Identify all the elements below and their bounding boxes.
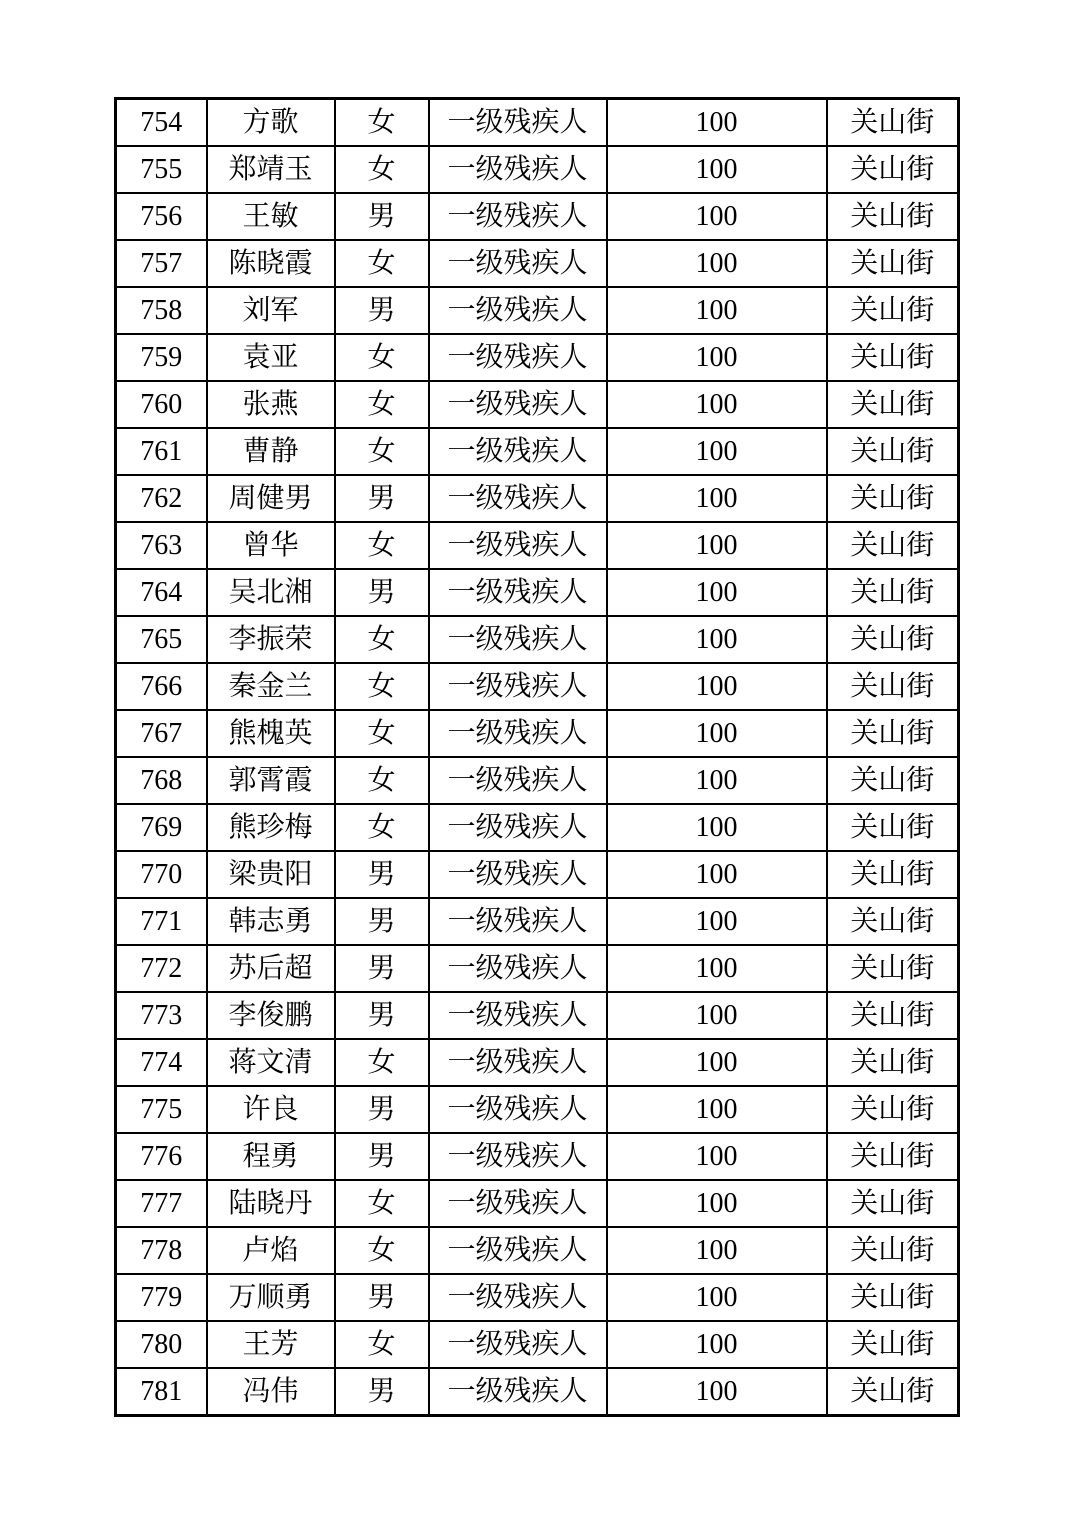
category-cell: 一级残疾人 bbox=[429, 1368, 607, 1416]
gender-cell: 女 bbox=[335, 616, 429, 663]
name-cell: 王敏 bbox=[207, 193, 335, 240]
amount-cell: 100 bbox=[607, 193, 827, 240]
street-cell: 关山街 bbox=[827, 663, 959, 710]
serial-number-cell: 766 bbox=[116, 663, 207, 710]
name-cell: 熊槐英 bbox=[207, 710, 335, 757]
serial-number-cell: 760 bbox=[116, 381, 207, 428]
street-cell: 关山街 bbox=[827, 710, 959, 757]
amount-cell: 100 bbox=[607, 757, 827, 804]
name-cell: 方歌 bbox=[207, 99, 335, 147]
gender-cell: 女 bbox=[335, 757, 429, 804]
gender-cell: 男 bbox=[335, 1368, 429, 1416]
table-row bbox=[116, 757, 959, 804]
table-row bbox=[116, 663, 959, 710]
table-row bbox=[116, 381, 959, 428]
category-cell: 一级残疾人 bbox=[429, 475, 607, 522]
category-cell: 一级残疾人 bbox=[429, 1227, 607, 1274]
street-cell: 关山街 bbox=[827, 1039, 959, 1086]
category-cell: 一级残疾人 bbox=[429, 804, 607, 851]
category-cell: 一级残疾人 bbox=[429, 992, 607, 1039]
serial-number-cell: 764 bbox=[116, 569, 207, 616]
amount-cell: 100 bbox=[607, 945, 827, 992]
name-cell: 蒋文清 bbox=[207, 1039, 335, 1086]
gender-cell: 女 bbox=[335, 381, 429, 428]
serial-number-cell: 756 bbox=[116, 193, 207, 240]
street-cell: 关山街 bbox=[827, 522, 959, 569]
amount-cell: 100 bbox=[607, 1086, 827, 1133]
table-row bbox=[116, 710, 959, 757]
category-cell: 一级残疾人 bbox=[429, 1180, 607, 1227]
name-cell: 陆晓丹 bbox=[207, 1180, 335, 1227]
serial-number-cell: 775 bbox=[116, 1086, 207, 1133]
category-cell: 一级残疾人 bbox=[429, 616, 607, 663]
gender-cell: 男 bbox=[335, 475, 429, 522]
street-cell: 关山街 bbox=[827, 1133, 959, 1180]
street-cell: 关山街 bbox=[827, 99, 959, 147]
name-cell: 苏后超 bbox=[207, 945, 335, 992]
name-cell: 吴北湘 bbox=[207, 569, 335, 616]
street-cell: 关山街 bbox=[827, 240, 959, 287]
name-cell: 程勇 bbox=[207, 1133, 335, 1180]
table-row bbox=[116, 475, 959, 522]
gender-cell: 女 bbox=[335, 334, 429, 381]
table-row bbox=[116, 428, 959, 475]
gender-cell: 女 bbox=[335, 804, 429, 851]
amount-cell: 100 bbox=[607, 1321, 827, 1368]
category-cell: 一级残疾人 bbox=[429, 1321, 607, 1368]
category-cell: 一级残疾人 bbox=[429, 334, 607, 381]
name-cell: 许良 bbox=[207, 1086, 335, 1133]
gender-cell: 男 bbox=[335, 1133, 429, 1180]
gender-cell: 男 bbox=[335, 569, 429, 616]
table-row bbox=[116, 1039, 959, 1086]
table-row bbox=[116, 193, 959, 240]
street-cell: 关山街 bbox=[827, 945, 959, 992]
gender-cell: 女 bbox=[335, 1180, 429, 1227]
category-cell: 一级残疾人 bbox=[429, 146, 607, 193]
table-row bbox=[116, 1180, 959, 1227]
amount-cell: 100 bbox=[607, 804, 827, 851]
category-cell: 一级残疾人 bbox=[429, 428, 607, 475]
name-cell: 秦金兰 bbox=[207, 663, 335, 710]
name-cell: 李振荣 bbox=[207, 616, 335, 663]
street-cell: 关山街 bbox=[827, 851, 959, 898]
amount-cell: 100 bbox=[607, 1274, 827, 1321]
name-cell: 熊珍梅 bbox=[207, 804, 335, 851]
street-cell: 关山街 bbox=[827, 898, 959, 945]
table-row bbox=[116, 1274, 959, 1321]
gender-cell: 男 bbox=[335, 193, 429, 240]
gender-cell: 男 bbox=[335, 898, 429, 945]
amount-cell: 100 bbox=[607, 146, 827, 193]
name-cell: 韩志勇 bbox=[207, 898, 335, 945]
category-cell: 一级残疾人 bbox=[429, 569, 607, 616]
serial-number-cell: 771 bbox=[116, 898, 207, 945]
table-row bbox=[116, 616, 959, 663]
amount-cell: 100 bbox=[607, 663, 827, 710]
amount-cell: 100 bbox=[607, 475, 827, 522]
street-cell: 关山街 bbox=[827, 616, 959, 663]
street-cell: 关山街 bbox=[827, 992, 959, 1039]
name-cell: 冯伟 bbox=[207, 1368, 335, 1416]
gender-cell: 女 bbox=[335, 710, 429, 757]
serial-number-cell: 770 bbox=[116, 851, 207, 898]
serial-number-cell: 781 bbox=[116, 1368, 207, 1416]
gender-cell: 男 bbox=[335, 945, 429, 992]
serial-number-cell: 777 bbox=[116, 1180, 207, 1227]
serial-number-cell: 769 bbox=[116, 804, 207, 851]
amount-cell: 100 bbox=[607, 1039, 827, 1086]
name-cell: 郭霄霞 bbox=[207, 757, 335, 804]
serial-number-cell: 780 bbox=[116, 1321, 207, 1368]
street-cell: 关山街 bbox=[827, 1368, 959, 1416]
street-cell: 关山街 bbox=[827, 1227, 959, 1274]
table-row bbox=[116, 99, 959, 147]
category-cell: 一级残疾人 bbox=[429, 1133, 607, 1180]
gender-cell: 女 bbox=[335, 663, 429, 710]
name-cell: 王芳 bbox=[207, 1321, 335, 1368]
serial-number-cell: 778 bbox=[116, 1227, 207, 1274]
serial-number-cell: 768 bbox=[116, 757, 207, 804]
street-cell: 关山街 bbox=[827, 569, 959, 616]
gender-cell: 男 bbox=[335, 851, 429, 898]
category-cell: 一级残疾人 bbox=[429, 381, 607, 428]
street-cell: 关山街 bbox=[827, 287, 959, 334]
street-cell: 关山街 bbox=[827, 146, 959, 193]
street-cell: 关山街 bbox=[827, 1274, 959, 1321]
street-cell: 关山街 bbox=[827, 428, 959, 475]
name-cell: 刘军 bbox=[207, 287, 335, 334]
street-cell: 关山街 bbox=[827, 1086, 959, 1133]
name-cell: 周健男 bbox=[207, 475, 335, 522]
category-cell: 一级残疾人 bbox=[429, 757, 607, 804]
name-cell: 袁亚 bbox=[207, 334, 335, 381]
table-row bbox=[116, 1133, 959, 1180]
serial-number-cell: 755 bbox=[116, 146, 207, 193]
roster-table-body bbox=[116, 99, 959, 1416]
amount-cell: 100 bbox=[607, 1133, 827, 1180]
gender-cell: 女 bbox=[335, 240, 429, 287]
amount-cell: 100 bbox=[607, 240, 827, 287]
category-cell: 一级残疾人 bbox=[429, 240, 607, 287]
gender-cell: 男 bbox=[335, 992, 429, 1039]
amount-cell: 100 bbox=[607, 851, 827, 898]
street-cell: 关山街 bbox=[827, 757, 959, 804]
name-cell: 陈晓霞 bbox=[207, 240, 335, 287]
name-cell: 万顺勇 bbox=[207, 1274, 335, 1321]
name-cell: 曾华 bbox=[207, 522, 335, 569]
amount-cell: 100 bbox=[607, 1368, 827, 1416]
gender-cell: 男 bbox=[335, 1274, 429, 1321]
table-row bbox=[116, 334, 959, 381]
name-cell: 李俊鹏 bbox=[207, 992, 335, 1039]
category-cell: 一级残疾人 bbox=[429, 710, 607, 757]
serial-number-cell: 754 bbox=[116, 99, 207, 147]
table-row bbox=[116, 1227, 959, 1274]
table-row bbox=[116, 804, 959, 851]
amount-cell: 100 bbox=[607, 334, 827, 381]
serial-number-cell: 773 bbox=[116, 992, 207, 1039]
gender-cell: 女 bbox=[335, 99, 429, 147]
serial-number-cell: 774 bbox=[116, 1039, 207, 1086]
serial-number-cell: 772 bbox=[116, 945, 207, 992]
amount-cell: 100 bbox=[607, 616, 827, 663]
serial-number-cell: 779 bbox=[116, 1274, 207, 1321]
category-cell: 一级残疾人 bbox=[429, 1086, 607, 1133]
name-cell: 梁贵阳 bbox=[207, 851, 335, 898]
gender-cell: 女 bbox=[335, 1039, 429, 1086]
name-cell: 卢焰 bbox=[207, 1227, 335, 1274]
table-row bbox=[116, 1321, 959, 1368]
street-cell: 关山街 bbox=[827, 334, 959, 381]
category-cell: 一级残疾人 bbox=[429, 898, 607, 945]
name-cell: 张燕 bbox=[207, 381, 335, 428]
amount-cell: 100 bbox=[607, 287, 827, 334]
amount-cell: 100 bbox=[607, 710, 827, 757]
category-cell: 一级残疾人 bbox=[429, 1039, 607, 1086]
category-cell: 一级残疾人 bbox=[429, 193, 607, 240]
table-row bbox=[116, 851, 959, 898]
category-cell: 一级残疾人 bbox=[429, 851, 607, 898]
serial-number-cell: 757 bbox=[116, 240, 207, 287]
street-cell: 关山街 bbox=[827, 1321, 959, 1368]
serial-number-cell: 765 bbox=[116, 616, 207, 663]
table-row bbox=[116, 287, 959, 334]
amount-cell: 100 bbox=[607, 522, 827, 569]
amount-cell: 100 bbox=[607, 1227, 827, 1274]
gender-cell: 女 bbox=[335, 428, 429, 475]
gender-cell: 女 bbox=[335, 1321, 429, 1368]
category-cell: 一级残疾人 bbox=[429, 945, 607, 992]
category-cell: 一级残疾人 bbox=[429, 1274, 607, 1321]
serial-number-cell: 759 bbox=[116, 334, 207, 381]
amount-cell: 100 bbox=[607, 569, 827, 616]
table-row bbox=[116, 945, 959, 992]
serial-number-cell: 767 bbox=[116, 710, 207, 757]
serial-number-cell: 776 bbox=[116, 1133, 207, 1180]
gender-cell: 男 bbox=[335, 1086, 429, 1133]
table-row bbox=[116, 240, 959, 287]
amount-cell: 100 bbox=[607, 99, 827, 147]
serial-number-cell: 762 bbox=[116, 475, 207, 522]
table-row bbox=[116, 522, 959, 569]
gender-cell: 女 bbox=[335, 522, 429, 569]
street-cell: 关山街 bbox=[827, 475, 959, 522]
street-cell: 关山街 bbox=[827, 193, 959, 240]
category-cell: 一级残疾人 bbox=[429, 287, 607, 334]
serial-number-cell: 763 bbox=[116, 522, 207, 569]
category-cell: 一级残疾人 bbox=[429, 663, 607, 710]
table-row bbox=[116, 569, 959, 616]
table-row bbox=[116, 1368, 959, 1416]
street-cell: 关山街 bbox=[827, 381, 959, 428]
street-cell: 关山街 bbox=[827, 1180, 959, 1227]
roster-table bbox=[114, 97, 960, 1417]
category-cell: 一级残疾人 bbox=[429, 522, 607, 569]
amount-cell: 100 bbox=[607, 898, 827, 945]
street-cell: 关山街 bbox=[827, 804, 959, 851]
amount-cell: 100 bbox=[607, 1180, 827, 1227]
gender-cell: 女 bbox=[335, 1227, 429, 1274]
category-cell: 一级残疾人 bbox=[429, 99, 607, 147]
amount-cell: 100 bbox=[607, 992, 827, 1039]
serial-number-cell: 758 bbox=[116, 287, 207, 334]
table-row bbox=[116, 146, 959, 193]
name-cell: 曹静 bbox=[207, 428, 335, 475]
gender-cell: 男 bbox=[335, 287, 429, 334]
serial-number-cell: 761 bbox=[116, 428, 207, 475]
name-cell: 郑靖玉 bbox=[207, 146, 335, 193]
amount-cell: 100 bbox=[607, 381, 827, 428]
table-row bbox=[116, 1086, 959, 1133]
gender-cell: 女 bbox=[335, 146, 429, 193]
table-row bbox=[116, 992, 959, 1039]
table-row bbox=[116, 898, 959, 945]
amount-cell: 100 bbox=[607, 428, 827, 475]
